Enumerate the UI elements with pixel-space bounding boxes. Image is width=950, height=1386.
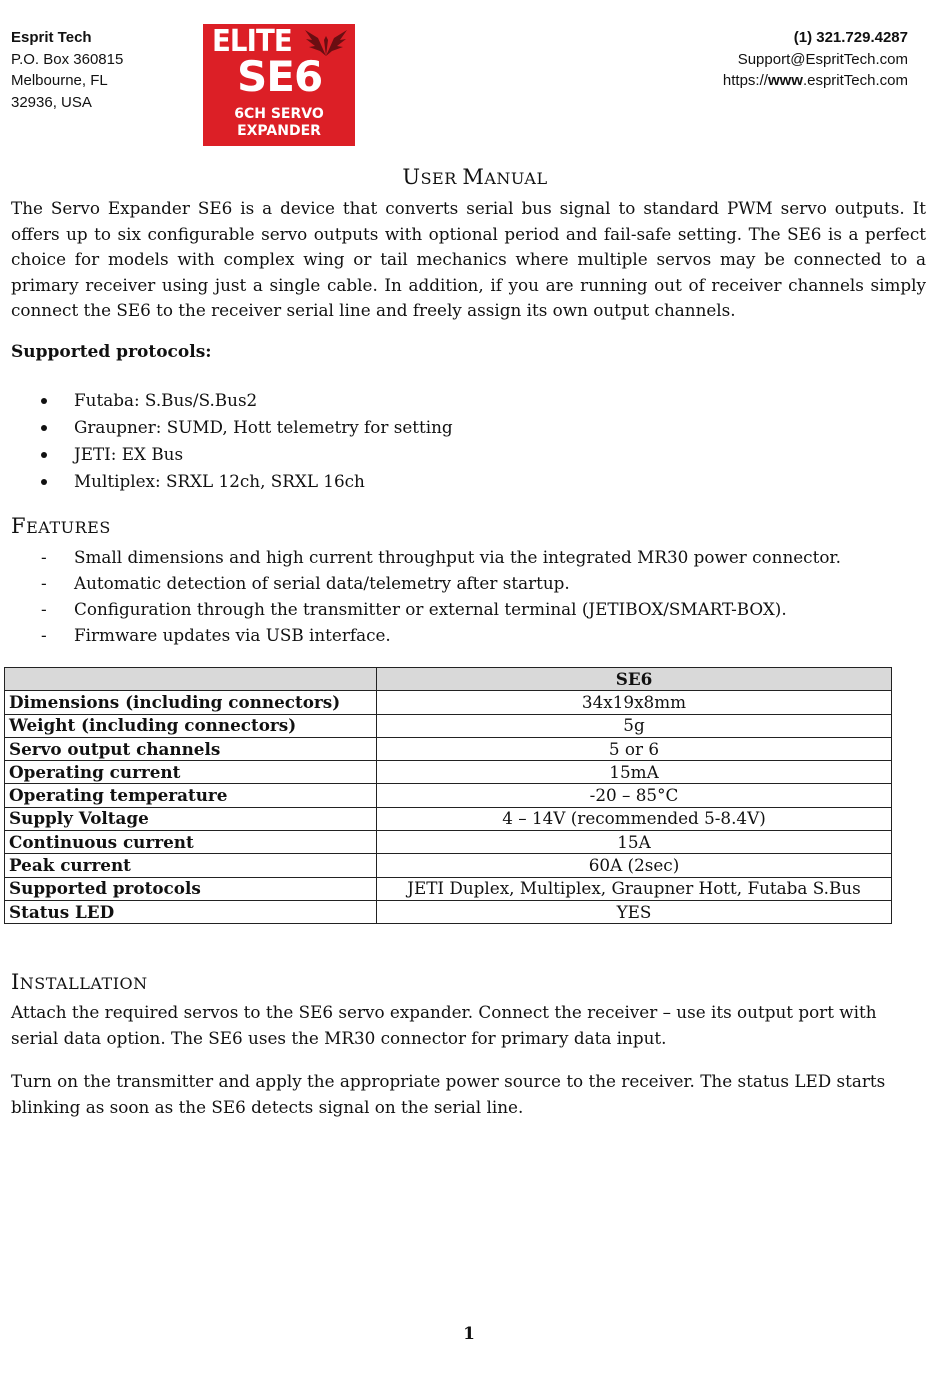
supported-protocols-heading: Supported protocols: bbox=[11, 342, 212, 362]
title-cap: U bbox=[402, 165, 421, 189]
support-email[interactable]: Support@EspritTech.com bbox=[737, 50, 908, 68]
bullet-icon bbox=[41, 398, 47, 404]
company-name: Esprit Tech bbox=[11, 29, 92, 46]
list-item bbox=[11, 570, 841, 596]
list-item bbox=[11, 387, 453, 414]
elite-se6-logo bbox=[203, 24, 355, 146]
installation-heading bbox=[11, 970, 148, 994]
list-item bbox=[11, 596, 841, 622]
dash-bullet: - bbox=[41, 625, 47, 645]
features-heading bbox=[11, 514, 111, 538]
bullet-icon bbox=[41, 452, 47, 458]
table-row bbox=[5, 807, 892, 830]
list-item-text: JETI: EX Bus bbox=[74, 444, 184, 464]
list-item-text: Futaba: S.Bus/S.Bus2 bbox=[74, 390, 258, 410]
list-item bbox=[11, 441, 453, 468]
table-cell-label: Continuous current bbox=[5, 831, 377, 854]
installation-paragraph: Attach the required servos to the SE6 servo expander. Connect the receiver – use its output port with serial data option. The SE6 uses the MR30 connector for primary data input. bbox=[11, 1002, 877, 1048]
address-line: Melbourne, FL bbox=[11, 72, 108, 89]
heading-smallcaps: EATURES bbox=[26, 518, 111, 537]
table-cell-label: Operating current bbox=[5, 761, 377, 784]
supported-protocols-list bbox=[11, 387, 453, 495]
logo-elite-text: ELITE bbox=[212, 24, 292, 59]
dash-bullet: - bbox=[41, 547, 47, 567]
table-cell-value: YES bbox=[377, 900, 892, 923]
table-cell-label: Status LED bbox=[5, 900, 377, 923]
table-cell-value: 15mA bbox=[377, 761, 892, 784]
list-item-text: Configuration through the transmitter or external terminal (JETIBOX/SMART-BOX). bbox=[74, 599, 787, 619]
table-cell-label: Peak current bbox=[5, 854, 377, 877]
list-item bbox=[11, 468, 453, 495]
features-list bbox=[11, 544, 841, 648]
table-cell-value: 60A (2sec) bbox=[377, 854, 892, 877]
list-item-text: Graupner: SUMD, Hott telemetry for setting bbox=[74, 417, 453, 437]
table-row bbox=[5, 737, 892, 760]
bullet-icon bbox=[41, 479, 47, 485]
table-cell-value: 4 – 14V (recommended 5-8.4V) bbox=[377, 807, 892, 830]
table-cell-label: Servo output channels bbox=[5, 737, 377, 760]
website-bold: www bbox=[767, 72, 803, 89]
table-header-cell: SE6 bbox=[377, 668, 892, 691]
list-item bbox=[11, 414, 453, 441]
table-row bbox=[5, 761, 892, 784]
intro-paragraph: The Servo Expander SE6 is a device that converts serial bus signal to standard PWM servo outputs. It offers up to six configurable servo outputs with optional period and fail-safe setting. The SE6 is a perfect choice for models with complex wing or tail mechanics where multiple servos may be connected to a primary receiver using just a single cable. In addition, if you are running out of receiver channels simply connect the SE6 to the receiver serial line and freely assign its own output channels. bbox=[11, 198, 926, 321]
table-row bbox=[5, 877, 892, 900]
table-cell-label: Operating temperature bbox=[5, 784, 377, 807]
phone-number: (1) 321.729.4287 bbox=[793, 29, 908, 46]
title-smallcaps: SER bbox=[420, 169, 463, 188]
table-cell-label: Dimensions (including connectors) bbox=[5, 691, 377, 714]
spec-table bbox=[4, 667, 892, 924]
installation-paragraph: Turn on the transmitter and apply the appropriate power source to the receiver. The status LED starts blinking as soon as the SE6 detects signal on the serial line. bbox=[11, 1071, 886, 1117]
table-header-row bbox=[5, 668, 892, 691]
page-title bbox=[0, 165, 950, 189]
table-row bbox=[5, 854, 892, 877]
table-row bbox=[5, 784, 892, 807]
list-item-text: Small dimensions and high current throughput via the integrated MR30 power connector. bbox=[74, 547, 841, 567]
title-smallcaps: ANUAL bbox=[484, 169, 548, 188]
dash-bullet: - bbox=[41, 599, 47, 619]
logo-subtitle: EXPANDER bbox=[237, 123, 321, 139]
website-prefix: https:// bbox=[722, 72, 768, 89]
website-suffix: .espritTech.com bbox=[802, 72, 908, 89]
table-cell-value: 5 or 6 bbox=[377, 737, 892, 760]
table-cell-label: Supported protocols bbox=[5, 877, 377, 900]
heading-cap: I bbox=[11, 970, 20, 994]
list-item-text: Multiplex: SRXL 12ch, SRXL 16ch bbox=[74, 471, 365, 491]
dash-bullet: - bbox=[41, 573, 47, 593]
bullet-icon bbox=[41, 425, 47, 431]
table-cell-value: 34x19x8mm bbox=[377, 691, 892, 714]
table-row bbox=[5, 900, 892, 923]
heading-smallcaps: NSTALLATION bbox=[19, 974, 148, 993]
table-row bbox=[5, 714, 892, 737]
table-cell-label: Weight (including connectors) bbox=[5, 714, 377, 737]
table-cell-value: 5g bbox=[377, 714, 892, 737]
heading-cap: F bbox=[11, 514, 27, 538]
address-line: P.O. Box 360815 bbox=[11, 50, 124, 68]
logo-subtitle: 6CH SERVO bbox=[234, 106, 324, 122]
table-cell-label: Supply Voltage bbox=[5, 807, 377, 830]
logo-se6-text: SE6 bbox=[237, 52, 323, 101]
table-cell-value: -20 – 85°C bbox=[377, 784, 892, 807]
page-header bbox=[11, 22, 908, 152]
table-cell-value: 15A bbox=[377, 831, 892, 854]
list-item-text: Automatic detection of serial data/telemetry after startup. bbox=[74, 573, 570, 593]
company-address bbox=[11, 27, 123, 113]
table-header-cell bbox=[5, 668, 377, 691]
website-link[interactable] bbox=[723, 70, 908, 92]
title-cap: M bbox=[462, 165, 485, 189]
list-item bbox=[11, 544, 841, 570]
table-row bbox=[5, 831, 892, 854]
list-item-text: Firmware updates via USB interface. bbox=[74, 625, 391, 645]
page-number: 1 bbox=[463, 1324, 475, 1344]
table-row bbox=[5, 691, 892, 714]
list-item bbox=[11, 622, 841, 648]
address-line: 32936, USA bbox=[11, 93, 92, 111]
table-cell-value: JETI Duplex, Multiplex, Graupner Hott, Futaba S.Bus bbox=[377, 877, 892, 900]
contact-info bbox=[723, 27, 908, 92]
